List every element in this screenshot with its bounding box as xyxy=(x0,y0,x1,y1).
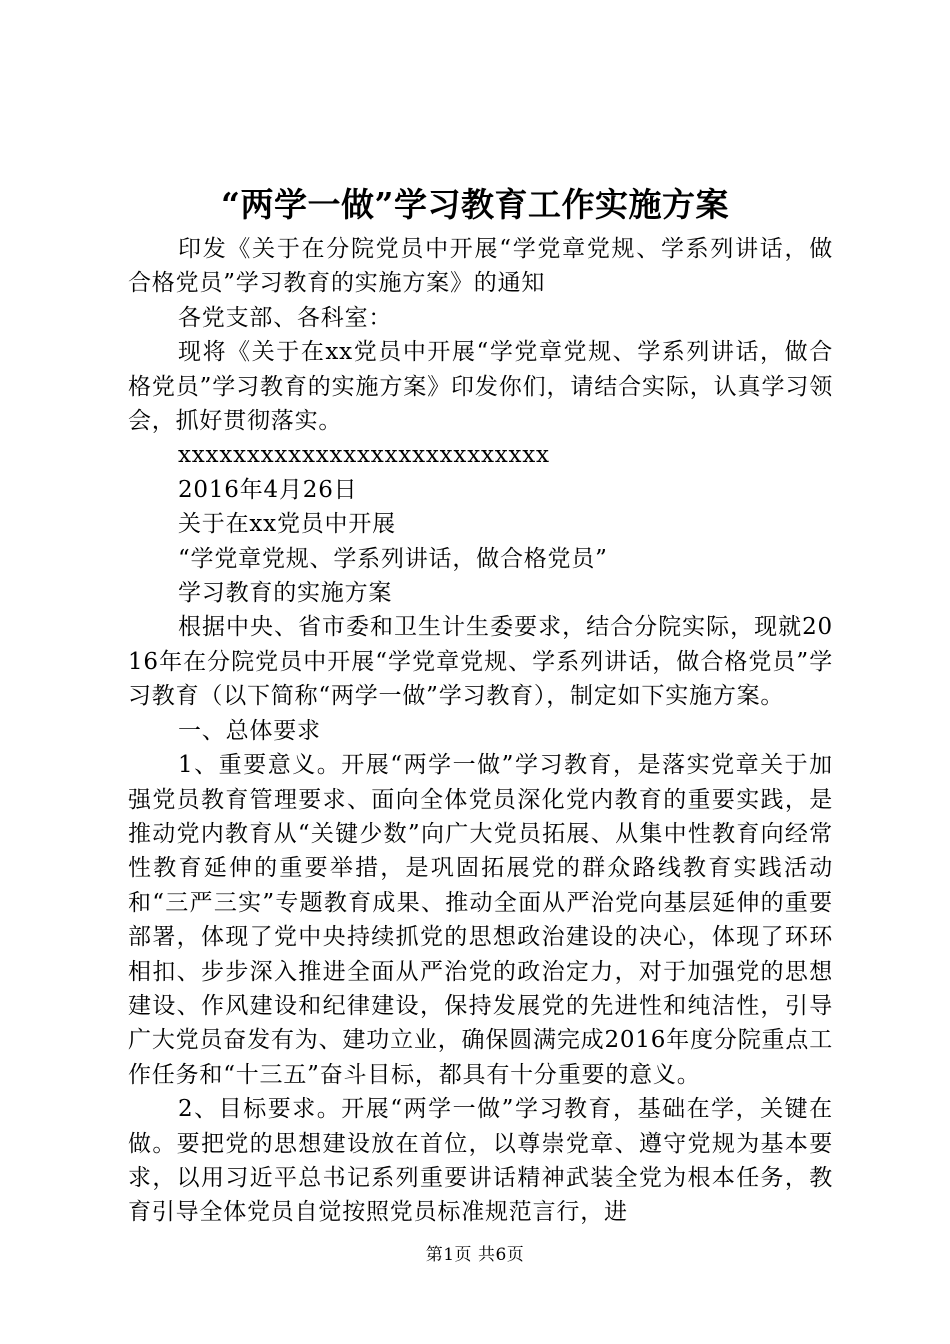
notice-title-paragraph: 印发《关于在分院党员中开展“学党章党规、学系列讲话，做合格党员”学习教育的实施方案》的通知 xyxy=(128,236,833,297)
significance-paragraph: 1、重要意义。开展“两学一做”学习教育，是落实党章关于加强党员教育管理要求、面向全体党员深化党内教育的重要实践，是推动党内教育从“关键少数”向广大党员拓展、从集中性教育向经常性教育延伸的重要举措，是巩固拓展党的群众路线教育实践活动和“三严三实”专题教育成果、推动全面从严治党向基层延伸的重要部署，体现了党中央持续抓党的思想政治建设的决心，体现了环环相扣、步步深入推进全面从严治党的政治定力，对于加强党的思想建设、作风建设和纪律建设，保持发展党的先进性和纯洁性，引导广大党员奋发有为、建功立业，确保圆满完成2016年度分院重点工作任务和“十三五”奋斗目标，都具有十分重要的意义。 xyxy=(128,752,833,1088)
goals-paragraph: 2、目标要求。开展“两学一做”学习教育，基础在学，关键在做。要把党的思想建设放在首位，以尊崇党章、遵守党规为基本要求，以用习近平总书记系列重要讲话精神武装全党为根本任务，教育引导全体党员自觉按照党员标准规范言行，进 xyxy=(128,1096,833,1226)
addressee-line: 各党支部、各科室： xyxy=(178,304,393,331)
plan-title-line-3: 学习教育的实施方案 xyxy=(178,580,393,607)
notice-body-paragraph: 现将《关于在xx党员中开展“学党章党规、学系列讲话，做合格党员”学习教育的实施方案》印发你们，请结合实际，认真学习领会，抓好贯彻落实。 xyxy=(128,339,833,435)
intro-paragraph: 根据中央、省市委和卫生计生委要求，结合分院实际，现就2016年在分院党员中开展“学党章党规、学系列讲话，做合格党员”学习教育（以下简称“两学一做”学习教育），制定如下实施方案。 xyxy=(128,614,833,710)
issuer-line: xxxxxxxxxxxxxxxxxxxxxxxxxxx xyxy=(178,442,550,469)
plan-title-line-2: “学党章党规、学系列讲话，做合格党员” xyxy=(178,545,608,572)
page-footer: 第1页 共6页 xyxy=(425,1245,525,1265)
document-body xyxy=(128,232,833,1230)
page-title: “两学一做”学习教育工作实施方案 xyxy=(221,185,729,224)
plan-title-line-1: 关于在xx党员中开展 xyxy=(178,511,396,538)
section-heading: 一、总体要求 xyxy=(178,717,321,744)
date-line: 2016年4月26日 xyxy=(178,476,358,503)
